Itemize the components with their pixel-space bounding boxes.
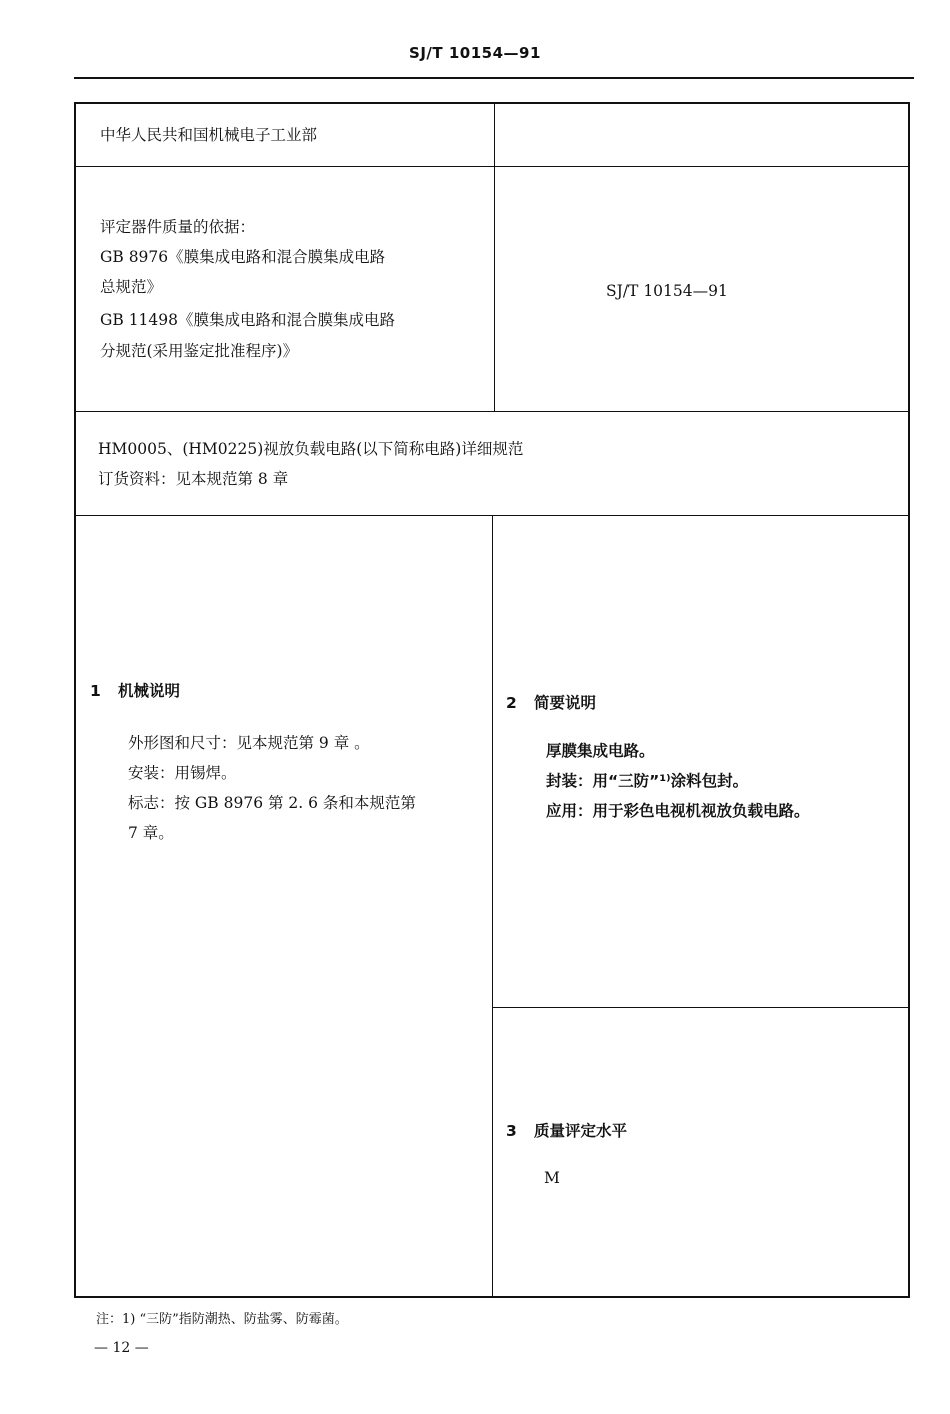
basis-line: 分规范(采用鉴定批准程序)》: [100, 342, 299, 360]
table-row-rule-1: [74, 166, 910, 167]
spec-number: SJ/T 10154—91: [606, 282, 728, 300]
basis-title: 评定器件质量的依据：: [100, 218, 256, 236]
table-row-rule-2: [74, 411, 910, 412]
page-number: — 12 —: [94, 1340, 149, 1356]
section-number: 3: [506, 1122, 517, 1140]
section-2-line: 封装：用“三防”¹⁾涂料包封。: [546, 772, 749, 790]
section-number: 1: [90, 682, 101, 700]
order-info: 订货资料：见本规范第 8 章: [98, 470, 289, 488]
section-number: 2: [506, 694, 517, 712]
table-border-top: [74, 102, 910, 104]
table-border-left: [74, 102, 76, 1298]
standard-code-header: SJ/T 10154—91: [409, 44, 541, 62]
footnote: 注：1) “三防”指防潮热、防盐雾、防霉菌。: [96, 1312, 348, 1327]
issuer-text: 中华人民共和国机械电子工业部: [100, 126, 318, 144]
section-1-line: 外形图和尺寸：见本规范第 9 章 。: [128, 734, 370, 752]
header-rule: [74, 77, 914, 79]
section-1-line: 7 章。: [128, 824, 174, 842]
section-2-line: 厚膜集成电路。: [546, 742, 655, 760]
section-2-line: 应用：用于彩色电视机视放负载电路。: [546, 802, 810, 820]
basis-line: GB 11498《膜集成电路和混合膜集成电路: [100, 311, 396, 329]
table-divider-bottom: [492, 515, 493, 1297]
table-border-right: [908, 102, 910, 1298]
section-title: 质量评定水平: [534, 1122, 628, 1140]
section-title: 机械说明: [118, 682, 181, 700]
table-row-rule-4: [492, 1007, 910, 1008]
section-1-line: 安装：用锡焊。: [128, 764, 237, 782]
section-3-heading: [506, 1116, 627, 1146]
section-1-line: 标志：按 GB 8976 第 2. 6 条和本规范第: [128, 794, 416, 812]
table-divider-top: [494, 102, 495, 412]
detail-spec-title: HM0005、(HM0225)视放负载电路(以下简称电路)详细规范: [98, 440, 524, 458]
basis-line: 总规范》: [100, 278, 163, 296]
section-1-heading: [90, 676, 180, 706]
section-title: 简要说明: [534, 694, 597, 712]
basis-line: GB 8976《膜集成电路和混合膜集成电路: [100, 248, 386, 266]
quality-level-value: M: [544, 1169, 560, 1187]
section-2-heading: [506, 688, 596, 718]
